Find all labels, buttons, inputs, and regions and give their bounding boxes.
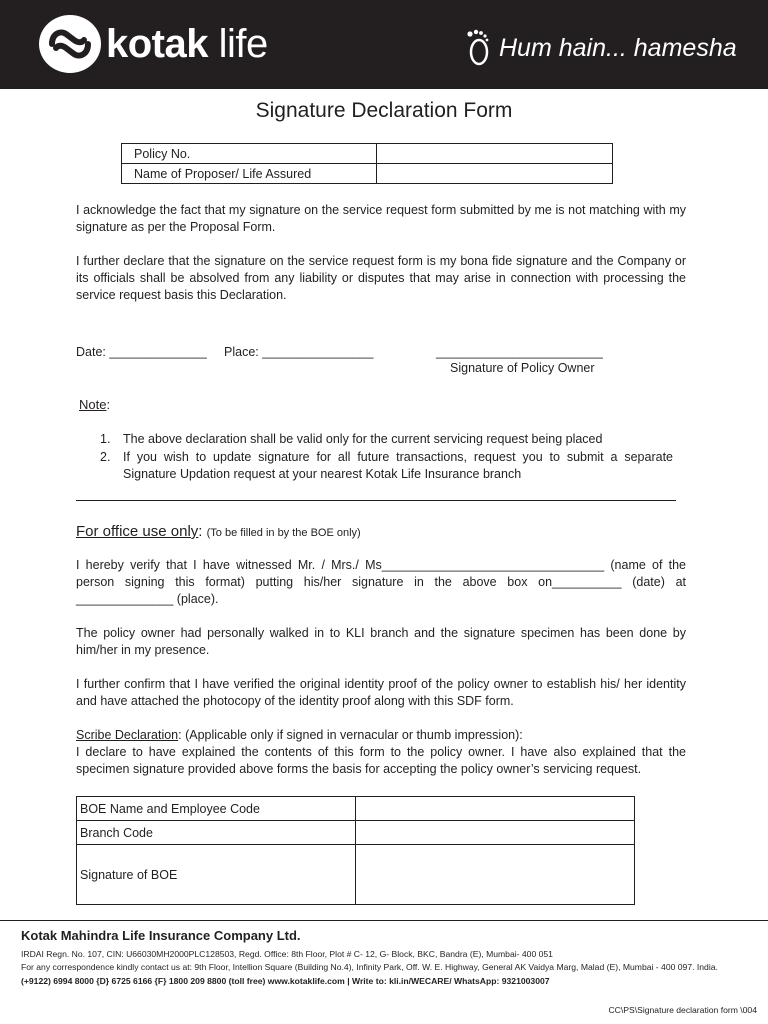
place-field[interactable]: Place: ________________	[224, 345, 374, 359]
scribe-declaration	[76, 727, 686, 778]
proposer-name-field[interactable]	[377, 164, 613, 184]
office-use-heading: For office use only: (To be filled in by the BOE only)	[76, 523, 361, 540]
brand-wordmark: kotak life	[106, 22, 268, 66]
footer-registration: IRDAI Regn. No. 107, CIN: U66030MH2000PLC128503, Regd. Office: 8th Floor, Plot # C- 12, G- Block, BKC, Bandra (E), Mumbai- 400 051	[21, 949, 553, 959]
footer-divider	[0, 920, 768, 921]
policy-info-table	[121, 143, 613, 184]
company-name: Kotak Mahindra Life Insurance Company Ltd.	[21, 928, 301, 943]
office-paragraph-3: I further confirm that I have verified the original identity proof of the policy owner to establish his/ her identity and have attached the photocopy of the identity proof along with this SDF form.	[76, 677, 686, 708]
declaration-paragraph-2: I further declare that the signature on the service request form is my bona fide signature and the Company or its officials shall be absolved from any liability or disputes that may arise in connection with processing the service request basis this Declaration.	[76, 254, 686, 302]
table-row	[77, 845, 635, 905]
header-banner	[0, 0, 768, 89]
boe-name-label: BOE Name and Employee Code	[77, 797, 356, 821]
notes-list	[100, 431, 673, 484]
signature-line[interactable]: ________________________	[436, 345, 603, 359]
date-field[interactable]: Date: ______________	[76, 345, 207, 359]
office-paragraph-2: The policy owner had personally walked in to KLI branch and the signature specimen has been done by him/her in my presence.	[76, 626, 686, 657]
scribe-text: I declare to have explained the contents of this form to the policy owner. I have also explained that the specimen signature provided above forms the basis for accepting the policy owner’s servicing request.	[76, 745, 686, 776]
list-item: 1. The above declaration shall be valid only for the current servicing request being placed	[100, 432, 603, 446]
note-heading: Note:	[79, 397, 111, 412]
page-title: Signature Declaration Form	[255, 99, 513, 122]
branch-code-field[interactable]	[356, 821, 635, 845]
signature-caption: Signature of Policy Owner	[450, 361, 595, 375]
boe-info-table	[76, 796, 635, 905]
tagline: Hum hain... hamesha	[499, 34, 737, 62]
branch-code-label: Branch Code	[77, 821, 356, 845]
boe-signature-field[interactable]	[356, 845, 635, 905]
boe-signature-label: Signature of BOE	[77, 845, 356, 905]
declaration-paragraph-1: I acknowledge the fact that my signature on the service request form submitted by me is not matching with my signature as per the Proposal Form.	[76, 203, 686, 234]
table-row	[122, 144, 613, 164]
office-paragraph-1: I hereby verify that I have witnessed Mr. / Mrs./ Ms________________________________ (name of the person signing this format) putting his/her signature in the above box on__________ (date) at ______________ (place).	[76, 558, 686, 606]
footer-correspondence: For any correspondence kindly contact us at: 9th Floor, Intellion Square (Building No.4), Infinity Park, Off. W. E. Highway, General AK Vaidya Marg, Malad (E), Mumbai - 400 097. India.	[21, 962, 718, 972]
policy-number-field[interactable]	[377, 144, 613, 164]
footprint-icon	[462, 28, 492, 68]
list-item: 2. If you wish to update signature for all future transactions, request you to submit a separate Signature Updation request at your nearest Kotak Life Insurance branch	[100, 449, 673, 481]
policy-number-label: Policy No.	[122, 144, 377, 164]
table-row	[77, 797, 635, 821]
kotak-logo-icon	[38, 14, 102, 74]
document-reference: CC\PS\Signature declaration form \004	[608, 1005, 757, 1015]
footer-contact: (+9122) 6994 8000 {D} 6725 6166 {F} 1800 209 8800 (toll free) www.kotaklife.com | Write to: kli.in/WECARE/ WhatsApp: 9321003007	[21, 976, 550, 986]
table-row	[77, 821, 635, 845]
section-divider	[76, 500, 676, 501]
table-row	[122, 164, 613, 184]
proposer-name-label: Name of Proposer/ Life Assured	[122, 164, 377, 184]
boe-name-field[interactable]	[356, 797, 635, 821]
scribe-heading-line: Scribe Declaration: (Applicable only if signed in vernacular or thumb impression):	[76, 728, 523, 742]
